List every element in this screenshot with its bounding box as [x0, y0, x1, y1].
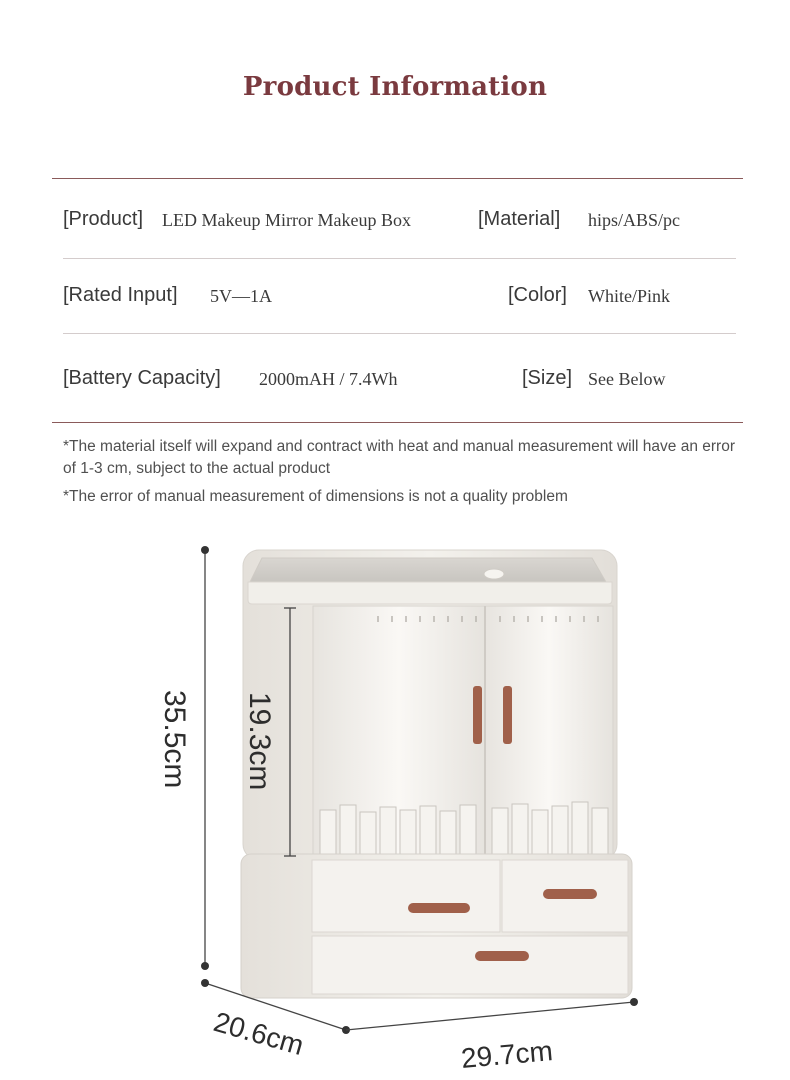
- height-dimension-line: [201, 546, 209, 970]
- right-door-handle: [503, 686, 512, 744]
- battery-label: [Battery Capacity]: [63, 367, 221, 389]
- total-height-label: 35.5cm: [158, 690, 191, 789]
- drawer-handle-left: [408, 903, 470, 913]
- battery-value: 2000mAH / 7.4Wh: [259, 369, 398, 389]
- top-divider: [52, 178, 743, 179]
- rated-input-value: 5V—1A: [210, 286, 272, 306]
- row-divider: [63, 333, 736, 334]
- page-title: Product Information: [242, 72, 548, 102]
- note-expansion: *The material itself will expand and contract with heat and manual measurement will have an error of 1-3 cm, subject to the actual product: [63, 438, 736, 477]
- drawer-handle-right: [543, 889, 597, 899]
- rated-input-label: [Rated Input]: [63, 284, 178, 306]
- size-value: See Below: [588, 369, 666, 389]
- bottom-divider: [52, 422, 743, 423]
- left-door-handle: [473, 686, 482, 744]
- size-label: [Size]: [522, 367, 573, 389]
- product-value: LED Makeup Mirror Makeup Box: [162, 210, 411, 230]
- width-dimension-line: [346, 998, 638, 1030]
- color-label: [Color]: [508, 284, 567, 306]
- material-label: [Material]: [478, 208, 561, 230]
- width-label: 29.7cm: [459, 1035, 555, 1074]
- upper-cabinet: [243, 550, 617, 860]
- color-value: White/Pink: [588, 286, 670, 306]
- row-divider: [63, 258, 736, 259]
- depth-label: 20.6cm: [210, 1005, 308, 1062]
- product-dimension-figure: [0, 520, 790, 1080]
- material-value: hips/ABS/pc: [588, 210, 681, 230]
- drawer-base: [241, 854, 632, 998]
- cabinet-height-label: 19.3cm: [243, 692, 276, 791]
- drawer-handle-bottom: [475, 951, 529, 961]
- product-label: [Product]: [63, 208, 144, 230]
- note-measurement: *The error of manual measurement of dimensions is not a quality problem: [63, 488, 568, 505]
